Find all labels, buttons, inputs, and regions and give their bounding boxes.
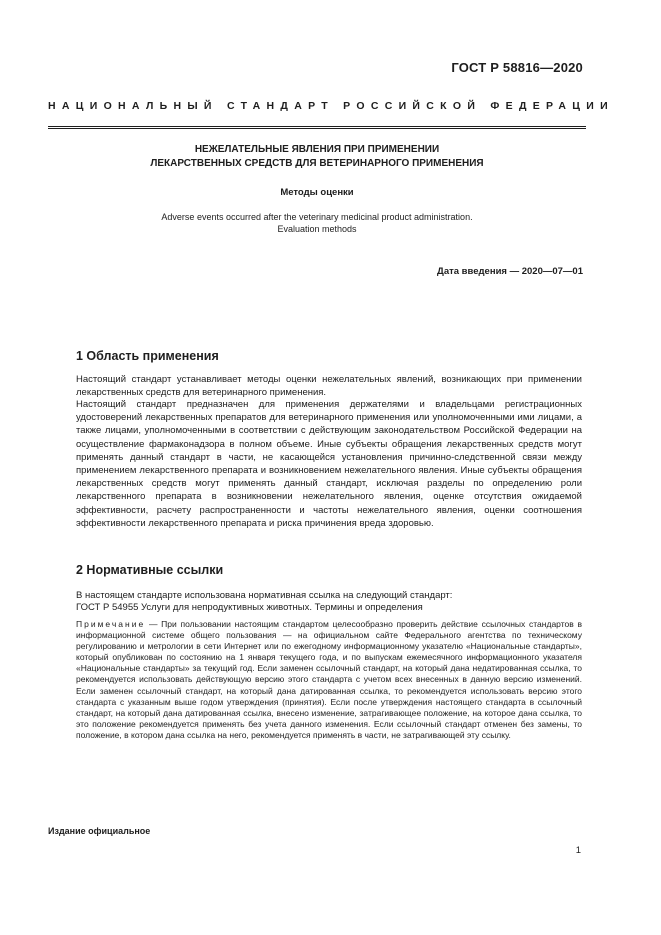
document-title xyxy=(48,143,586,171)
section-1-paragraph-1: Настоящий стандарт устанавливает методы оценки нежелательных явлений, возникающих при применении лекарственных средств для ветеринарного применения. xyxy=(76,374,582,399)
page-number: 1 xyxy=(575,845,581,856)
header-rule-bottom xyxy=(48,128,586,129)
document-subtitle: Методы оценки xyxy=(280,187,354,198)
section-2-note xyxy=(76,619,582,741)
document-title-line-2: ЛЕКАРСТВЕННЫХ СРЕДСТВ ДЛЯ ВЕТЕРИНАРНОГО ПРИМЕНЕНИЯ xyxy=(150,158,484,169)
national-standard-heading: НАЦИОНАЛЬНЫЙ СТАНДАРТ РОССИЙСКОЙ ФЕДЕРАЦИИ xyxy=(48,100,614,112)
section-1-paragraph-2: Настоящий стандарт предназначен для применения держателями и владельцами регистрационных удостоверений лекарственных препаратов для ветеринарного применения или уполномоченными ими лицами, а также лицами, уполномоченными в соответствии с действующим законодательством Российской Федерации на осуществление фармаконадзора в полном объеме. Иные субъекты обращения лекарственных средств могут применять данный стандарт в части, не касающейся установления причинно-следственной связи между применением лекарственного препарата и возникновением нежелательного явления. Иные субъекты обращения лекарственных средств могут применять данный стандарт, исключая разделы по определению роли лекарственного препарата в возникновении нежелательного явления, оценке отсутствия ожидаемой эффективности, расчету распространенности и частоты нежелательного явления, оценки соотношения эффективности лекарственного препарата и риска причинения вреда здоровью. xyxy=(76,399,582,529)
section-2-paragraph-1: В настоящем стандарте использована нормативная ссылка на следующий стандарт: xyxy=(76,590,453,601)
section-2-heading: 2 Нормативные ссылки xyxy=(76,563,224,577)
english-title-line-1: Adverse events occurred after the veterinary medicinal product administration. xyxy=(161,212,473,222)
section-1-heading: 1 Область применения xyxy=(76,349,219,363)
english-title xyxy=(48,211,586,235)
standard-number: ГОСТ Р 58816—2020 xyxy=(451,60,583,75)
document-title-line-1: НЕЖЕЛАТЕЛЬНЫЕ ЯВЛЕНИЯ ПРИ ПРИМЕНЕНИИ xyxy=(194,144,440,155)
header-rule-top xyxy=(48,126,586,127)
english-title-line-2: Evaluation methods xyxy=(277,224,357,234)
note-label: Примечание xyxy=(76,619,146,629)
note-text: — При пользовании настоящим стандартом целесообразно проверить действие ссылочных стандартов в информационной системе общего пользования — на официальном сайте Федерального агентства по техническому регулированию и метрологии в сети Интернет или по ежегодному информационному указателю «Национальные стандарты», который опубликован по состоянию на 1 января текущего года, и по выпускам ежемесячного информационного указателя «Национальные стандарты» за текущий год. Если заменен ссылочный стандарт, на который дана недатированная ссылка, то рекомендуется использовать действующую версию этого стандарта с учетом всех внесенных в данную версию изменений. Если заменен ссылочный стандарт, на который дана датированная ссылка, то рекомендуется использовать версию этого стандарта с указанным выше годом утверждения (принятия). Если после утверждения настоящего стандарта в ссылочный стандарт, на который дана датированная ссылка, внесено изменение, затрагивающее положение, на которое дана ссылка, то это положение рекомендуется применять без учета данного изменения. Если ссылочный стандарт отменен без замены, то положение, в котором дана ссылка на него, рекомендуется применять в части, не затрагивающей эту ссылку. xyxy=(76,619,582,740)
introduction-date: Дата введения — 2020—07—01 xyxy=(437,266,583,277)
edition-label: Издание официальное xyxy=(48,826,151,836)
section-2-paragraph-2: ГОСТ Р 54955 Услуги для непродуктивных животных. Термины и определения xyxy=(76,602,423,613)
